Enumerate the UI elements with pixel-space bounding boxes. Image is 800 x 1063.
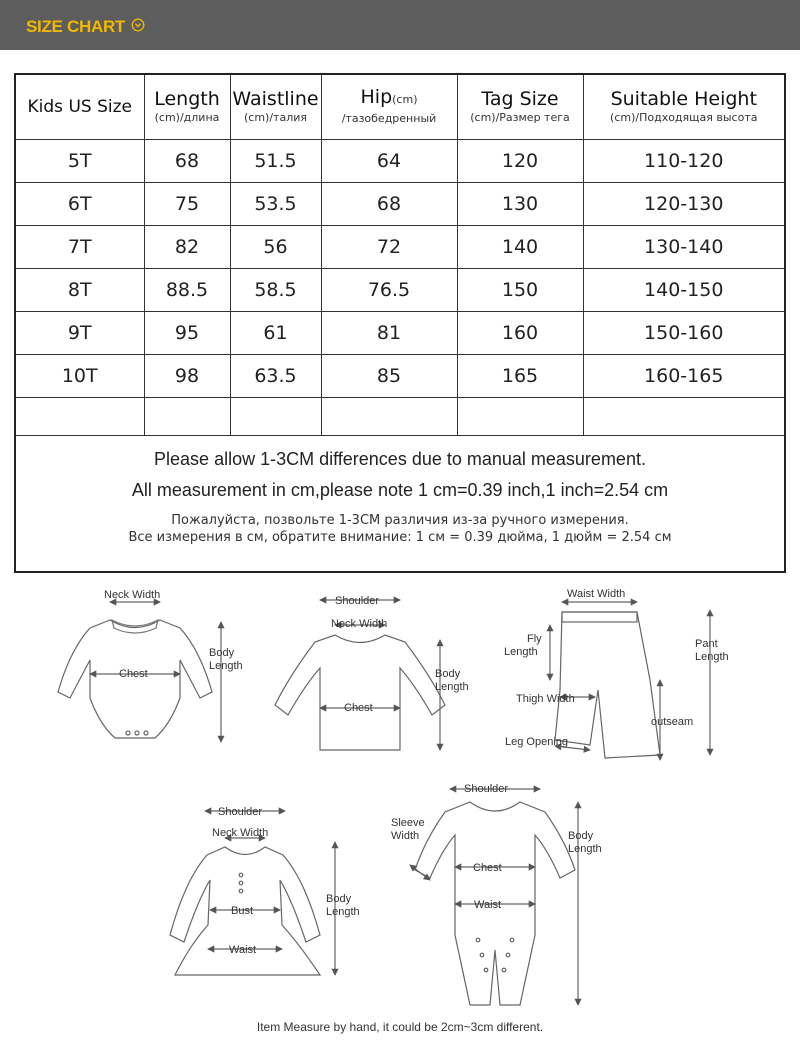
dress-body-length-label-2: Length — [326, 906, 360, 918]
romper-chest-label: Chest — [473, 862, 502, 874]
cell-size: 8T — [16, 268, 144, 311]
cell-suitable-height: 160-165 — [583, 354, 784, 397]
cell-length: 82 — [144, 225, 230, 268]
cell-suitable-height: 130-140 — [583, 225, 784, 268]
dress-body-length-label-1: Body — [326, 893, 352, 905]
pants-waist-width-label: Waist Width — [567, 588, 626, 600]
header-waistline: Waistline (cm)/талия — [230, 75, 321, 139]
cell-hip: 72 — [321, 225, 457, 268]
romper-body-length-label-2: Length — [568, 843, 602, 855]
cell-size: 7T — [16, 225, 144, 268]
shirt-body-length-label-2: Length — [435, 681, 469, 693]
romper-body-length-label-1: Body — [568, 830, 594, 842]
bodysuit-neck-width-label: Neck Width — [104, 589, 161, 601]
shirt-shoulder-label: Shoulder — [335, 595, 380, 607]
romper-sleeve-width-label-2: Width — [391, 830, 420, 842]
cell-length: 75 — [144, 182, 230, 225]
pants-outseam-label: outseam — [651, 716, 694, 728]
cell-hip: 81 — [321, 311, 457, 354]
cell-tag-size: 150 — [457, 268, 583, 311]
cell-size: 10T — [16, 354, 144, 397]
cell-suitable-height: 110-120 — [583, 139, 784, 182]
cell-length: 95 — [144, 311, 230, 354]
chevron-down-circle-icon — [131, 18, 145, 32]
garment-illustrations — [0, 580, 800, 1020]
cell-waistline: 61 — [230, 311, 321, 354]
table-row — [16, 182, 784, 225]
dress-waist-label: Waist — [229, 944, 257, 956]
pants-diagram — [550, 602, 710, 760]
romper-sleeve-width-label-1: Sleeve — [391, 817, 425, 829]
dress-bust-label: Bust — [231, 905, 254, 917]
cell-waistline: 58.5 — [230, 268, 321, 311]
bodysuit-chest-label: Chest — [119, 668, 148, 680]
header-length: Length (cm)/длина — [144, 75, 230, 139]
pants-leg-opening-label: Leg Opening — [505, 736, 568, 748]
cell-waistline: 53.5 — [230, 182, 321, 225]
measurement-notes — [16, 433, 784, 571]
cell-suitable-height: 140-150 — [583, 268, 784, 311]
cell-tag-size: 140 — [457, 225, 583, 268]
cell-waistline: 51.5 — [230, 139, 321, 182]
bodysuit-body-length-label-2: Length — [209, 660, 243, 672]
cell-hip: 85 — [321, 354, 457, 397]
table-header-row — [16, 75, 784, 139]
measurement-diagrams — [0, 580, 800, 1020]
romper-shoulder-label: Shoulder — [464, 783, 509, 795]
table-row — [16, 311, 784, 354]
cell-tag-size: 120 — [457, 139, 583, 182]
hand-measure-note: Item Measure by hand, it could be 2cm~3cm different. — [256, 1020, 544, 1034]
header-tag-size: Tag Size (cm)/Размер тега — [457, 75, 583, 139]
table-row — [16, 225, 784, 268]
cell-size: 9T — [16, 311, 144, 354]
cell-hip: 64 — [321, 139, 457, 182]
header-suitable-height: Suitable Height (cm)/Подходящая высота — [583, 75, 784, 139]
pants-fly-length-label-1: Fly — [527, 633, 542, 645]
note-unit-conversion: All measurement in cm,please note 1 cm=0.39 inch,1 inch=2.54 cm — [131, 480, 669, 500]
cell-tag-size: 160 — [457, 311, 583, 354]
table-row — [16, 354, 784, 397]
cell-waistline: 56 — [230, 225, 321, 268]
table-row — [16, 268, 784, 311]
cell-length: 88.5 — [144, 268, 230, 311]
cell-tag-size: 165 — [457, 354, 583, 397]
size-chart-title: SIZE CHART — [26, 17, 126, 36]
cell-hip: 68 — [321, 182, 457, 225]
cell-length: 98 — [144, 354, 230, 397]
cell-size: 5T — [16, 139, 144, 182]
size-table — [16, 75, 784, 436]
table-row — [16, 139, 784, 182]
note-manual-difference: Please allow 1-3CM differences due to manual measurement. — [154, 449, 646, 469]
cell-suitable-height: 120-130 — [583, 182, 784, 225]
size-chart-sheet — [14, 73, 786, 573]
shirt-body-length-label-1: Body — [435, 668, 461, 680]
pants-fly-length-label-2: Length — [504, 646, 538, 658]
header-kids-us-size: Kids US Size — [16, 75, 144, 139]
dress-neck-width-label: Neck Width — [212, 827, 269, 839]
romper-waist-label: Waist — [474, 899, 502, 911]
table-empty-row — [16, 397, 784, 435]
cell-suitable-height: 150-160 — [583, 311, 784, 354]
pants-pant-length-label-1: Pant — [695, 638, 718, 650]
romper-diagram — [410, 789, 578, 1005]
cell-size: 6T — [16, 182, 144, 225]
bodysuit-body-length-label-1: Body — [209, 647, 235, 659]
pants-thigh-width-label: Thigh Width — [516, 693, 575, 705]
note-manual-difference-ru: Пожалуйста, позвольте 1-3CM различия из-за ручного измерения. — [171, 513, 629, 528]
shirt-neck-width-label: Neck Width — [331, 618, 388, 630]
cell-tag-size: 130 — [457, 182, 583, 225]
dress-shoulder-label: Shoulder — [218, 806, 263, 818]
cell-length: 68 — [144, 139, 230, 182]
pants-pant-length-label-2: Length — [695, 651, 729, 663]
header-hip: Hip(cm) /тазобедренный — [321, 75, 457, 139]
shirt-chest-label: Chest — [344, 702, 373, 714]
note-unit-conversion-ru: Все измерения в см, обратите внимание: 1 см = 0.39 дюйма, 1 дюйм = 2.54 см — [128, 530, 672, 545]
header-bar — [0, 0, 800, 50]
cell-waistline: 63.5 — [230, 354, 321, 397]
cell-hip: 76.5 — [321, 268, 457, 311]
